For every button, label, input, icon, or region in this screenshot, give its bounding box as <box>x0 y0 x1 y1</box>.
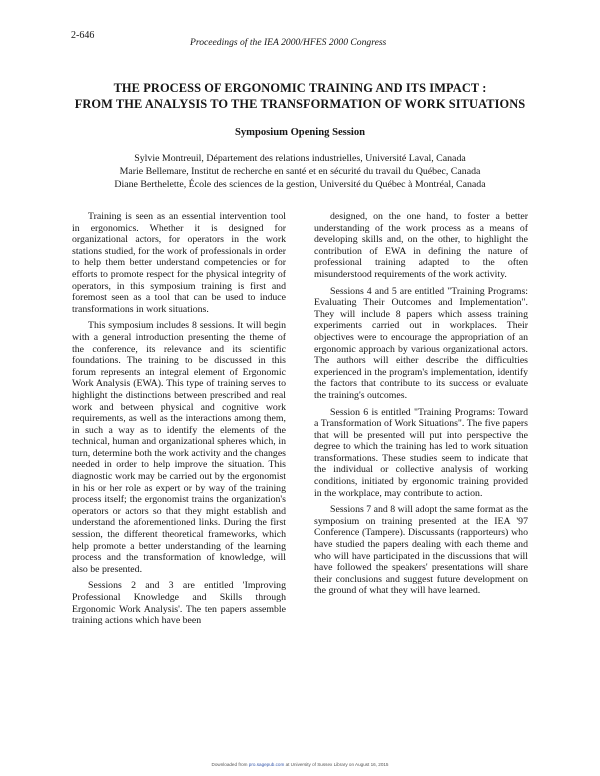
body-paragraph: Sessions 4 and 5 are entitled "Training Programs: Evaluating Their Outcomes and Implementation". They will include 8 papers which assess training experiments carried out in workplaces. Their objectives were to encourage the appropriation of an ergonomic approach by various organizational actors. The authors will either describe the difficulties experienced in the program's implementation, identify the factors that contribute to its success or evaluate the training's outcomes. <box>314 285 528 401</box>
left-column <box>72 211 286 632</box>
body-paragraph: Training is seen as an essential intervention tool in ergonomics. Whether it is designed for organizational actors, for operators in the work stations studied, for the work of professionals in order to help them better understand competencies or for efforts to promote respect for the physical integrity of operators, in this symposium training is first and foremost seen as a tool that can be used to induce transformations in work situations. <box>72 211 286 315</box>
author-affiliation: Marie Bellemare, Institut de recherche en santé et en sécurité du travail du Québec, Canada <box>119 166 481 177</box>
footer-prefix: Downloaded from <box>211 762 248 767</box>
session-title: Symposium Opening Session <box>234 127 366 138</box>
download-footer <box>0 762 600 767</box>
running-header: Proceedings of the IEA 2000/HFES 2000 Congress <box>190 37 387 48</box>
body-paragraph: designed, on the one hand, to foster a better understanding of the work process as a means of developing skills and, on the other, to highlight the contribution of EWA in defining the nature of professional training adapted to the often misunderstood requirements of the work activity. <box>314 211 528 280</box>
footer-link[interactable]: pro.sagepub.com <box>248 762 285 767</box>
title-line-2: FROM THE ANALYSIS TO THE TRANSFORMATION OF WORK SITUATIONS <box>74 97 526 111</box>
author-affiliation: Diane Berthelette, École des sciences de la gestion, Université du Québec à Montréal, Canada <box>114 179 486 190</box>
author-affiliation: Sylvie Montreuil, Département des relations industrielles, Université Laval, Canada <box>134 153 466 164</box>
page-number: 2-646 <box>71 30 95 41</box>
body-paragraph: Sessions 7 and 8 will adopt the same format as the symposium on training presented at the IEA '97 Conference (Tampere). Discussants (rapporteurs) who have studied the papers dealing with each theme and who will have participated in the discussions that will have followed the speakers' presentations will share their conclusions and suggest future development on the ground of what they will have learned. <box>314 504 528 597</box>
body-paragraph: This symposium includes 8 sessions. It will begin with a general introduction presenting the theme of the conference, its relevance and its scientific foundations. The training to be discussed in this forum represents an integral element of Ergonomic Work Analysis (EWA). This type of training serves to highlight the distinctions between prescribed and real work and between physical and cognitive work requirements, as well as the interactions among them, in such a way as to identify the elements of the technical, human and organizational spheres which, in turn, determine both the work activity and the changes needed in order to help improve the situation. This diagnostic work may be carried out by the ergonomist in his or her role as expert or by way of the training process itself; the ergonomist trains the organization's operators or actors so that they might establish and understand the aforementioned links. During the first session, the different theoretical frameworks, which help promote a better understanding of the learning process and the transformation of knowledge, will also be presented. <box>72 320 286 575</box>
title-line-1: THE PROCESS OF ERGONOMIC TRAINING AND ITS IMPACT : <box>113 81 487 95</box>
body-paragraph: Sessions 2 and 3 are entitled 'Improving Professional Knowledge and Skills through Ergonomic Work Analysis'. The ten papers assemble training actions which have been <box>72 580 286 627</box>
author-list <box>50 152 550 191</box>
right-column <box>314 211 528 602</box>
body-paragraph: Session 6 is entitled "Training Programs: Toward a Transformation of Work Situations". The five papers that will be presented will put into perspective the degree to which the training has led to work situation transformations. These studies seem to indicate that the individual or collective analysis of working conditions, initiated by ergonomic training provided in the workplace, may contribute to action. <box>314 406 528 499</box>
footer-suffix: at University of Sussex Library on August 16, 2015 <box>285 762 389 767</box>
paper-title <box>50 80 550 112</box>
